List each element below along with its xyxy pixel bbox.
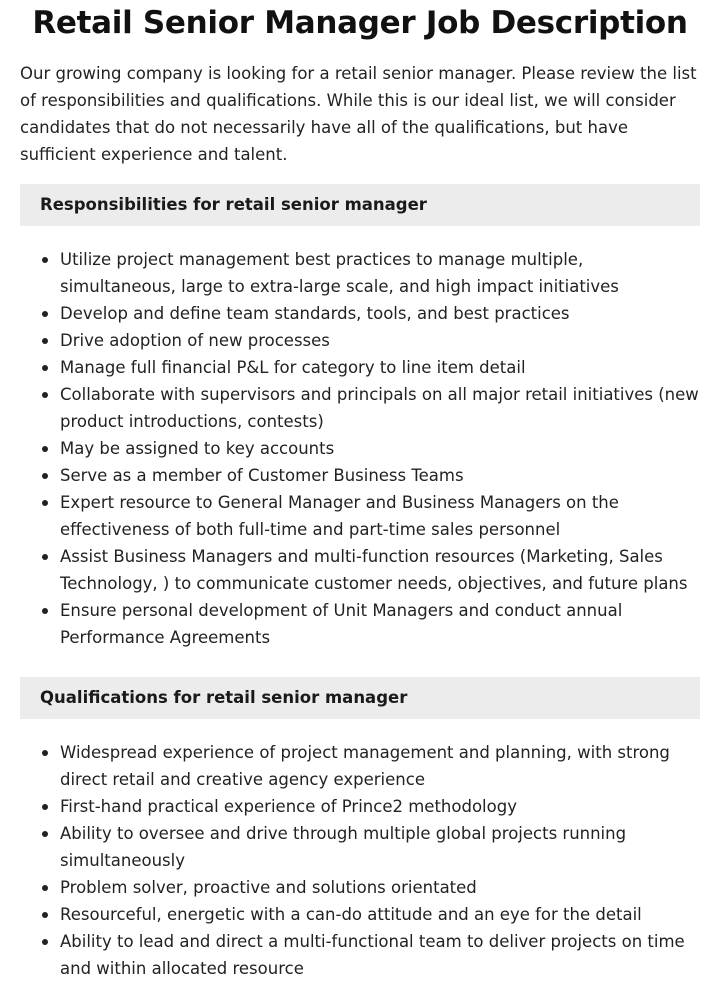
list-item: Ability to lead and direct a multi-functional team to deliver projects on time and within allocated resource	[60, 928, 700, 982]
list-item: Resourceful, energetic with a can-do attitude and an eye for the detail	[60, 901, 700, 928]
intro-paragraph: Our growing company is looking for a retail senior manager. Please review the list of responsibilities and qualifications. While this is our ideal list, we will consider candidates that do not necessarily have all of the qualifications, but have sufficient experience and talent.	[20, 64, 697, 164]
list-item: Serve as a member of Customer Business Teams	[60, 462, 700, 489]
list-item: First-hand practical experience of Prince2 methodology	[60, 793, 700, 820]
list-item: Develop and define team standards, tools, and best practices	[60, 300, 700, 327]
list-item: Expert resource to General Manager and Business Managers on the effectiveness of both full-time and part-time sales personnel	[60, 489, 700, 543]
list-item: Ability to oversee and drive through multiple global projects running simultaneously	[60, 820, 700, 874]
list-item: Assist Business Managers and multi-function resources (Marketing, Sales Technology, ) to communicate customer needs, objectives, and future plans	[60, 543, 700, 597]
responsibilities-list	[20, 246, 700, 651]
list-item: Collaborate with supervisors and principals on all major retail initiatives (new product introductions, contests)	[60, 381, 700, 435]
responsibilities-heading: Responsibilities for retail senior manager	[20, 184, 700, 226]
qualifications-heading: Qualifications for retail senior manager	[20, 677, 700, 719]
list-item: Utilize project management best practices to manage multiple, simultaneous, large to extra-large scale, and high impact initiatives	[60, 246, 700, 300]
list-item: Manage full financial P&L for category to line item detail	[60, 354, 700, 381]
list-item: May be assigned to key accounts	[60, 435, 700, 462]
list-item: Widespread experience of project management and planning, with strong direct retail and creative agency experience	[60, 739, 700, 793]
list-item: Ensure personal development of Unit Managers and conduct annual Performance Agreements	[60, 597, 700, 651]
list-item: Problem solver, proactive and solutions orientated	[60, 874, 700, 901]
qualifications-list	[20, 739, 700, 982]
page-title: Retail Senior Manager Job Description	[32, 5, 688, 41]
list-item: Drive adoption of new processes	[60, 327, 700, 354]
